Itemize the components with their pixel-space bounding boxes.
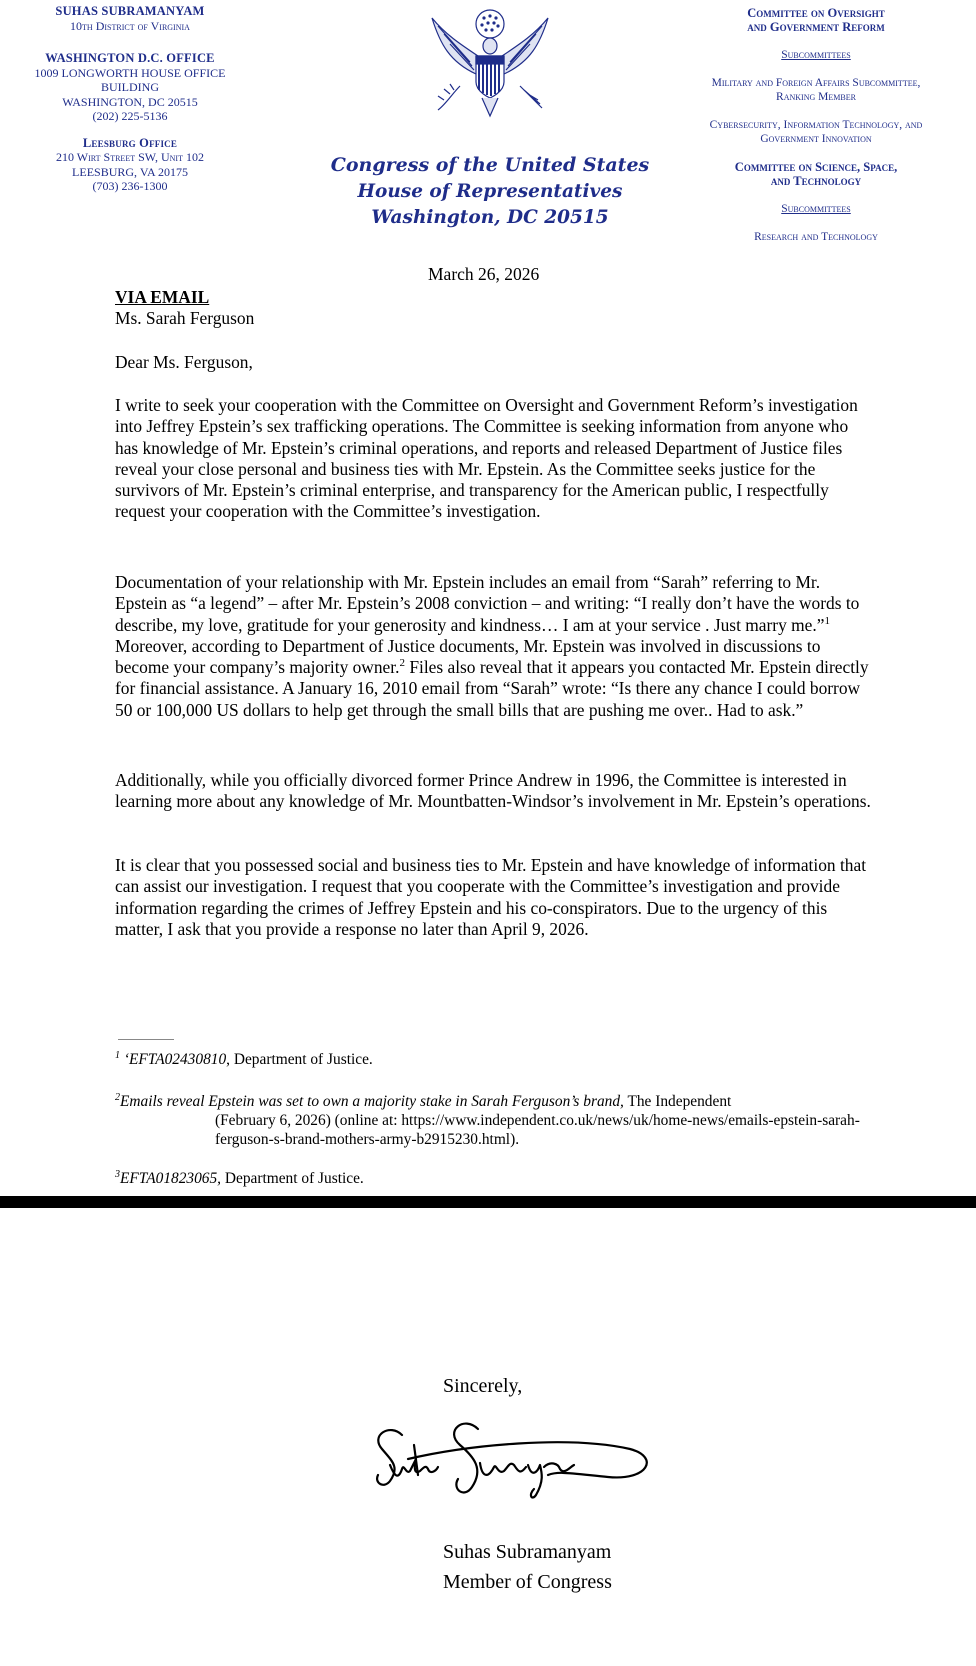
paragraph-2 xyxy=(115,572,875,721)
signer-name: Suhas Subramanyam xyxy=(443,1541,612,1563)
paragraph-2-part-a: Documentation of your relationship with Mr. Epstein includes an email from “Sarah” referring to Mr. Epstein as “a legend” – after Mr. Epstein’s 2008 conviction – and writing: “I really don’t have the words to describe, my love, gratitude for your generosity and kindness… I am at your service . Just marry me.” xyxy=(115,572,860,635)
dc-office-title: WASHINGTON D.C. OFFICE xyxy=(45,51,215,65)
masthead xyxy=(330,152,650,231)
footnote-2-citation: (February 6, 2026) (online at: https://www.independent.co.uk/news/uk/home-news/emails-epstein-sarah-ferguson-s-brand-mothers-army-b2915230.html). xyxy=(215,1112,860,1148)
leesburg-address-2: LEESBURG, VA 20175 xyxy=(72,164,188,179)
delivery-method: VIA EMAIL xyxy=(115,287,210,307)
great-seal-icon xyxy=(420,4,560,126)
footnote-3 xyxy=(115,1169,875,1188)
letterhead-right xyxy=(670,6,962,244)
signer-title: Member of Congress xyxy=(443,1571,612,1593)
leesburg-office-title: Leesburg Office xyxy=(82,135,178,150)
paragraph-2-part-b: Moreover, according to Department of Justice documents, Mr. Epstein was involved in discussions to become your company’s majority owner. xyxy=(115,635,821,678)
footnote-1-number: 1 xyxy=(115,1049,120,1061)
district: 10th District of Virginia xyxy=(70,18,190,33)
committee-oversight-1: Committee on Oversight xyxy=(747,6,885,20)
dc-address-3: WASHINGTON, DC 20515 xyxy=(62,94,198,109)
dc-address-1: 1009 LONGWORTH HOUSE OFFICE xyxy=(34,65,226,80)
letterhead-left xyxy=(20,4,240,194)
letter-date: March 26, 2026 xyxy=(428,264,540,284)
footnote-1-source: ‘EFTA02430810 xyxy=(120,1051,227,1068)
subcommittee-military-2: Ranking Member xyxy=(776,91,856,103)
masthead-house: House of Representatives xyxy=(357,181,623,202)
footnote-3-rest: Department of Justice. xyxy=(221,1170,364,1187)
committee-science-1: Committee on Science, Space, xyxy=(734,160,898,174)
subcommittee-research: Research and Technology xyxy=(754,231,878,243)
paragraph-2-part-c: Files also reveal that it appears you contacted Mr. Epstein directly for financial assistance. A January 16, 2010 email from “Sarah” wrote: “Is there any chance I could borrow 50 or 100,000 US dollars to help get through the small bills that are pushing me over.. Had to ask.” xyxy=(115,657,869,720)
masthead-washington: Washington, DC 20515 xyxy=(371,207,609,228)
leesburg-phone: (703) 236-1300 xyxy=(92,179,168,193)
dc-address-2: BUILDING xyxy=(101,80,159,94)
subcommittees-label-2: Subcommittees xyxy=(781,203,851,215)
committee-science-2: and Technology xyxy=(770,174,862,188)
committee-oversight-2: and Government Reform xyxy=(747,20,885,34)
signature-block xyxy=(443,1537,612,1597)
footnote-ref-2: 2 xyxy=(399,657,405,670)
footnote-2 xyxy=(115,1092,875,1149)
footnote-2-publication: The Independent xyxy=(623,1093,732,1110)
footnote-3-number: 3 xyxy=(115,1168,120,1180)
salutation: Dear Ms. Ferguson, xyxy=(115,352,253,372)
subcommittee-cyber-1: Cybersecurity, Information Technology, and xyxy=(709,119,923,131)
signature-image xyxy=(368,1405,668,1510)
footnote-rule xyxy=(118,1039,174,1040)
footnote-ref-1: 1 xyxy=(824,614,830,627)
footnote-1-rest: , Department of Justice. xyxy=(226,1051,373,1068)
footnote-2-title: Emails reveal Epstein was set to own a majority stake in Sarah Ferguson’s brand, xyxy=(120,1093,624,1110)
leesburg-address-1: 210 Wirt Street SW, Unit 102 xyxy=(56,150,204,164)
masthead-congress: Congress of the United States xyxy=(330,154,650,176)
member-name: SUHAS SUBRAMANYAM xyxy=(55,4,205,18)
footnote-1 xyxy=(115,1050,875,1069)
subcommittee-cyber-2: Government Innovation xyxy=(760,133,872,145)
dc-phone: (202) 225-5136 xyxy=(92,109,168,123)
footnote-2-number: 2 xyxy=(115,1091,120,1103)
paragraph-3: Additionally, while you officially divorced former Prince Andrew in 1996, the Committee is interested in learning more about any knowledge of Mr. Mountbatten-Windsor’s involvement in Mr. Epstein’s operations. xyxy=(115,770,871,812)
paragraph-4: It is clear that you possessed social and business ties to Mr. Epstein and have knowledge of information that can assist our investigation. I request that you cooperate with the Committee’s investigation and provide information regarding the crimes of Jeffrey Epstein and his co-conspirators. Due to the urgency of this matter, I ask that you provide a response no later than April 9, 2026. xyxy=(115,855,867,939)
recipient: Ms. Sarah Ferguson xyxy=(115,308,255,328)
footnote-3-source: EFTA01823065, xyxy=(120,1170,222,1187)
subcommittee-military-1: Military and Foreign Affairs Subcommittee, xyxy=(711,77,921,89)
closing-sincerely: Sincerely, xyxy=(443,1375,523,1397)
page-divider xyxy=(0,1196,976,1208)
subcommittees-label-1: Subcommittees xyxy=(781,49,851,61)
paragraph-1: I write to seek your cooperation with the Committee on Oversight and Government Reform’s investigation into Jeffrey Epstein’s sex trafficking operations. The Committee is seeking information from anyone who has knowledge of Mr. Epstein’s criminal operations, and reports and released Department of Justice files reveal your close personal and business ties with Mr. Epstein. As the Committee seeks justice for the survivors of Mr. Epstein’s criminal enterprise, and transparency for the American public, I respectfully request your cooperation with the Committee’s investigation. xyxy=(115,395,858,522)
